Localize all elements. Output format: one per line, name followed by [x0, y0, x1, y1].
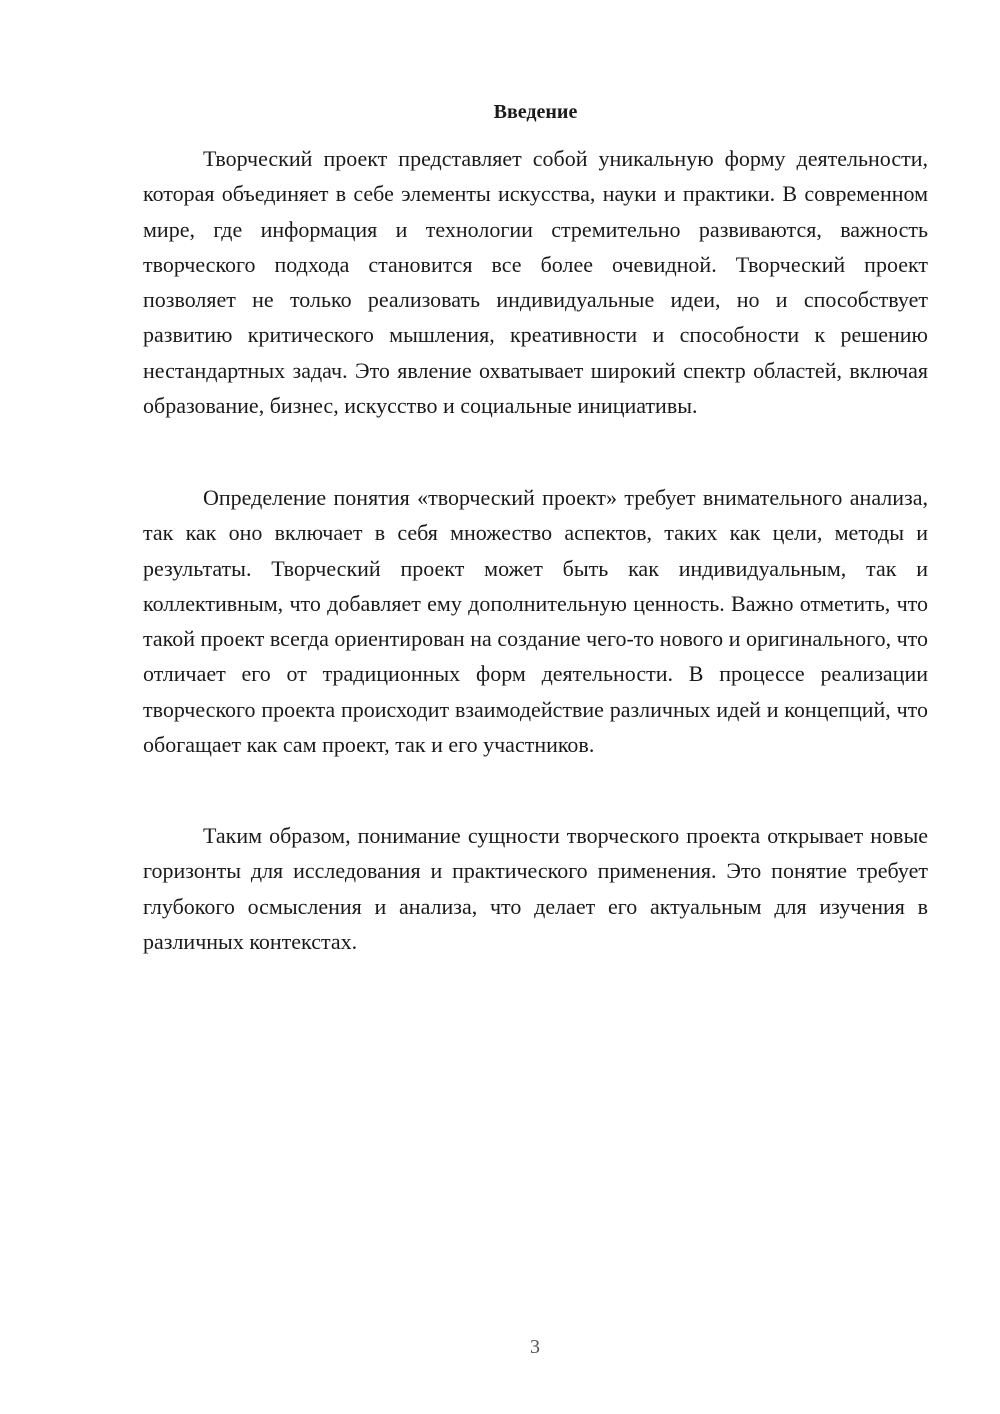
- page-number: 3: [530, 1336, 540, 1358]
- paragraph: Определение понятия «творческий проект» требует внимательного анализа, так как оно включает в себя множество аспектов, таких как цели, методы и результаты. Творческий проект может быть как индивидуальным, так и коллективным, что добавляет ему дополнительную ценность. Важно отметить, что такой проект всегда ориентирован на создание чего-то нового и оригинального, что отличает его от традиционных форм деятельности. В процессе реализации творческого проекта происходит взаимодействие различных идей и концепций, что обогащает как сам проект, так и его участников.: [143, 485, 928, 758]
- section-heading: Введение: [493, 101, 578, 123]
- paragraph-block-2: [143, 480, 928, 762]
- paragraph-block-1: [143, 141, 928, 423]
- paragraph: Таким образом, понимание сущности творческого проекта открывает новые горизонты для исследования и практического применения. Это понятие требует глубокого осмысления и анализа, что делает его актуальным для изучения в различных контекстах.: [143, 823, 928, 954]
- paragraph: Творческий проект представляет собой уникальную форму деятельности, которая объединяет в себе элементы искусства, науки и практики. В современном мире, где информация и технологии стремительно развиваются, важность творческого подхода становится все более очевидной. Творческий проект позволяет не только реализовать индивидуальные идеи, но и способствует развитию критического мышления, креативности и способности к решению нестандартных задач. Это явление охватывает широкий спектр областей, включая образование, бизнес, искусство и социальные инициативы.: [143, 146, 928, 419]
- paragraph-block-3: [143, 818, 928, 959]
